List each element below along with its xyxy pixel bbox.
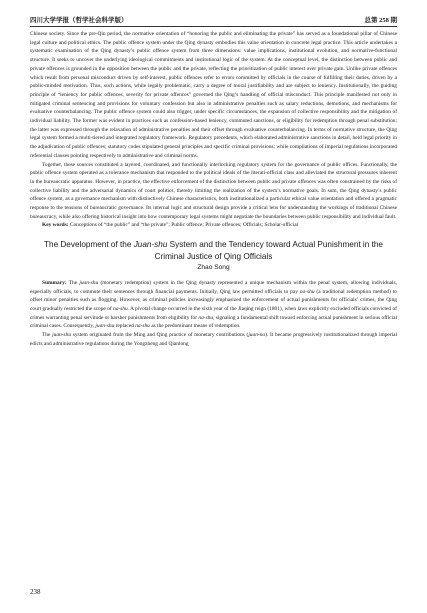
running-header bbox=[30, 12, 397, 24]
summary-term: juan-shu bbox=[79, 279, 99, 286]
summary-term: juan-na bbox=[248, 332, 266, 339]
summary-text: . A pivotal change occurred in the sixth year of the Jiaqing reign (1801), when laws explicitly excluded officials convicted of crimes warranting penal servitude or harsher punishments from eligibility for bbox=[30, 305, 397, 321]
header-rule bbox=[30, 26, 397, 27]
summary-term: na-shu bbox=[198, 314, 214, 321]
summary-text: (a traditional redemption method) to offset minor penalties such as flogging. However, as criminal policies increasingly emphasized the enforcement of actual punishments for officials’ crimes, the Qing court gradually restricted the scope of bbox=[30, 288, 397, 312]
summary-text: The bbox=[66, 279, 80, 286]
title-part: The Development of the bbox=[44, 240, 134, 250]
page-content bbox=[30, 30, 397, 349]
summary-text: replaced bbox=[114, 323, 136, 330]
keywords bbox=[30, 221, 397, 230]
summary-term: juan-shu bbox=[95, 323, 115, 330]
title-italic: Juan-shu bbox=[133, 240, 168, 250]
keywords-text: Conceptions of “the public” and “the private”; Public offence; Private offences; Officials; Scholar-official bbox=[69, 222, 299, 229]
summary-term: na-shu bbox=[299, 288, 315, 295]
summary-paragraph bbox=[30, 331, 397, 348]
summary-text: as the predominant means of redemption. bbox=[149, 323, 241, 330]
summary-text: , signaling a fundamental shift toward enforcing actual punishment in serious official criminal cases. Consequently, bbox=[30, 314, 398, 330]
summary-text: (monetary redemption) system in the Qing dynasty represented a unique mechanism within the penal system, allowing individuals, especially officials, to commute their sentences through financial payments. Initially, Qing law permitted officials to pay bbox=[30, 279, 397, 295]
summary-paragraph bbox=[30, 279, 397, 331]
issue-number: 总第 258 期 bbox=[364, 17, 397, 24]
summary-term: juan-shu bbox=[52, 332, 72, 339]
page-number: 238 bbox=[30, 588, 41, 596]
abstract-paragraph: Chinese society. Since the pre-Qin period, the normative orientation of “honoring the public and eliminating the private” has served as a foundational pillar of Chinese legal culture and political ethics. The public offence system under the Qing dynasty embodies this value orientation in concrete legal practice. This article undertakes a systematic examination of the Qing dynasty’s public offence system from three dimensions: value implications, institutional evolution, and normative-functional structure. It seeks to uncover the underlying ideological commitments and institutional logic of the system. At the conceptual level, the distinction between public and private offences is grounded in the opposition between the public and the private, reflecting the prioritization of public interest over private gain. Unlike private offences which result from personal misconduct driven by self-interest, public offences refer to errors committed by officials in the course of fulfilling their duties, driven by a public-minded motivation. Thus, such actions, while legally problematic, carry a degree of moral justifiability and are subject to leniency. Institutionally, the guiding principle of “leniency for public offences, severity for private offences” governed the Qing’s handling of official misconduct. This principle manifested not only in mitigated criminal sentencing and provisions for voluntary confession but also in administrative penalties such as salary reductions, demotions, and mechanisms for evaluative counterbalancing. The public offence system could also trigger, under specific circumstances, the expansion of collective responsibility and the mitigation of individual liability. The former was evident in practices such as confession-based leniency, commuted sanctions, or eligibility for redemption through penal substitution; the latter was expressed through the relaxation of administrative penalties and their offset through evaluative counterbalancing. In terms of normative structure, the Qing legal system formed a multi-tiered and integrated regulatory framework. Regulatory precedents, which elaborated administrative sanctions in detail, held legal priority in the adjudication of public offences; statutory codes stipulated general principles and specific criminal provisions; while compilations of imperial regulations incorporated referential clauses pointing respectively to administrative and criminal norms. bbox=[30, 31, 397, 159]
summary-term: na-shu bbox=[113, 305, 128, 312]
summary-term: na-shu bbox=[135, 323, 150, 330]
summary-text: The bbox=[42, 332, 53, 339]
journal-name: 四川大学学报（哲学社会科学版） bbox=[30, 17, 128, 24]
author: Zhao Song bbox=[197, 264, 230, 272]
summary-label: Summary: bbox=[42, 279, 67, 286]
keywords-label: Key words: bbox=[42, 222, 69, 229]
summary-text: ). It became progressively institutionalized through imperial edicts and administrative regulations during the Yongzheng and Qianlong bbox=[30, 332, 397, 347]
summary-text: system originated from the Ming and Qing practice of monetary contributions ( bbox=[71, 332, 249, 339]
abstract-paragraph: Together, these sources constituted a layered, coordinated, and functionally interlocking regulatory system for the governance of public offices. Functionally, the public offence system operated as a tolerance mechanism that responded to the political ideals of the literati-official class and alleviated the structural pressures inherent in the bureaucratic apparatus. However, in practice, the effective enforcement of the distinction between public and private offences was often constrained by the risks of collective liability and the adversarial dynamics of court politics, thereby limiting the realization of the system’s normative goals. In sum, the Qing dynasty’s public offence system, as a governance mechanism with distinctively Chinese characteristics, both institutionalized a particular ethical value orientation and offered a pragmatic response to the tensions of bureaucratic governance. Its internal logic and structural design provide a critical lens for understanding the workings of traditional Chinese bureaucracy, while also offering historical insight into how contemporary legal systems might negotiate the boundaries between public responsibility and individual fault. bbox=[30, 161, 397, 220]
title-part: System and the Tendency toward Actual Punishment in the Criminal Justice of Qing Officials bbox=[154, 240, 383, 261]
article-title bbox=[30, 239, 397, 262]
